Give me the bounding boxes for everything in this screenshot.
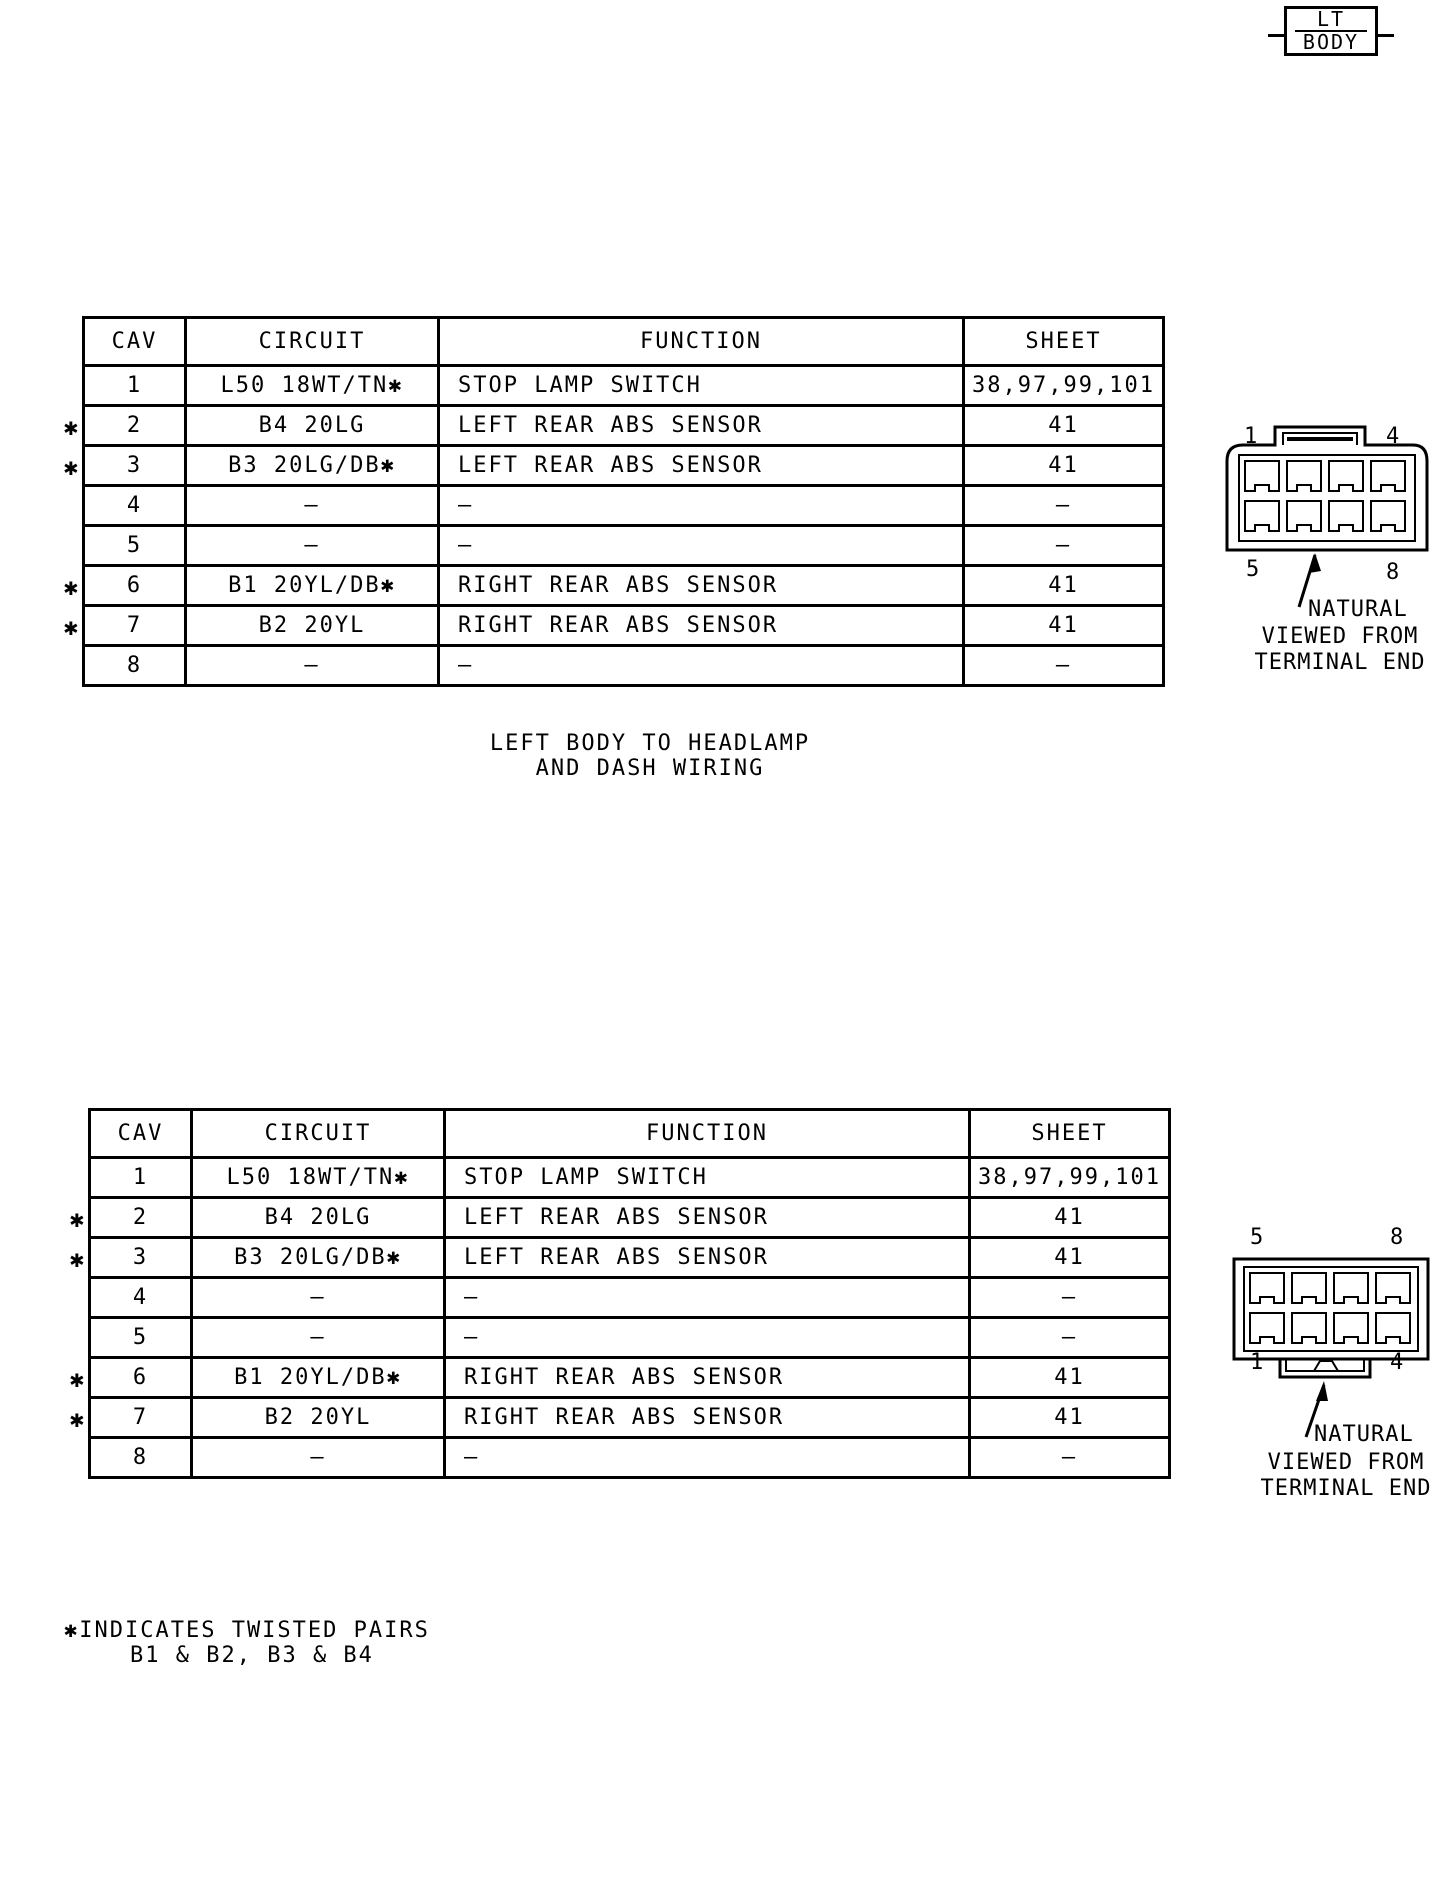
cell-sheet: 41 xyxy=(964,566,1164,606)
cav-value: 2 xyxy=(132,1205,149,1230)
cell-function: — xyxy=(439,486,964,526)
table-row xyxy=(90,1318,1170,1358)
cell-cav xyxy=(63,566,186,606)
cell-cav xyxy=(63,606,186,646)
cell-circuit: — xyxy=(192,1278,445,1318)
cell-sheet: 41 xyxy=(970,1398,1170,1438)
table-row xyxy=(84,526,1164,566)
cav-value: 3 xyxy=(126,453,143,478)
connector2-view-line1: VIEWED FROM xyxy=(1267,1450,1425,1475)
table-row xyxy=(90,1358,1170,1398)
cavity-shape xyxy=(1287,501,1321,531)
caption-line2: AND DASH WIRING xyxy=(535,756,765,781)
col-circuit: CIRCUIT xyxy=(186,318,439,366)
cell-circuit: B1 20YL/DB✱ xyxy=(186,566,439,606)
connector2-pin-tl: 5 xyxy=(1250,1225,1265,1250)
cav-value: 1 xyxy=(126,373,143,398)
cell-sheet: — xyxy=(964,526,1164,566)
cell-circuit: B3 20LG/DB✱ xyxy=(186,446,439,486)
twisted-pair-mark: ✱ xyxy=(63,613,81,641)
cell-sheet: 41 xyxy=(964,446,1164,486)
twisted-pair-mark: ✱ xyxy=(63,413,81,441)
tag-wire-right xyxy=(1378,34,1394,37)
cell-sheet: — xyxy=(964,486,1164,526)
col-function: FUNCTION xyxy=(439,318,964,366)
cav-value: 4 xyxy=(132,1285,149,1310)
cell-circuit: — xyxy=(186,526,439,566)
footnote-line1: ✱INDICATES TWISTED PAIRS xyxy=(64,1618,430,1643)
cell-sheet: 41 xyxy=(970,1198,1170,1238)
cavity-shape xyxy=(1292,1313,1326,1343)
col-sheet: SHEET xyxy=(970,1110,1170,1158)
table-row xyxy=(84,646,1164,686)
cell-cav xyxy=(90,1158,192,1198)
cavity-shape xyxy=(1376,1313,1410,1343)
cell-sheet: 38,97,99,101 xyxy=(970,1158,1170,1198)
cavity-shape xyxy=(1292,1273,1326,1303)
connector2-pin-br: 4 xyxy=(1390,1350,1405,1375)
tag-wire-left xyxy=(1268,34,1284,37)
table-row xyxy=(90,1398,1170,1438)
cell-function: LEFT REAR ABS SENSOR xyxy=(439,446,964,486)
connector1-view-line2: TERMINAL END xyxy=(1254,650,1426,675)
cell-circuit: — xyxy=(192,1318,445,1358)
cell-function: STOP LAMP SWITCH xyxy=(445,1158,970,1198)
connector2-pin-bl: 1 xyxy=(1250,1350,1265,1375)
cell-circuit: B2 20YL xyxy=(186,606,439,646)
cell-circuit: L50 18WT/TN✱ xyxy=(186,366,439,406)
cell-cav xyxy=(90,1438,192,1478)
twisted-pair-mark: ✱ xyxy=(69,1405,87,1433)
cell-function: LEFT REAR ABS SENSOR xyxy=(445,1238,970,1278)
table-row xyxy=(84,606,1164,646)
cav-value: 5 xyxy=(132,1325,149,1350)
cell-function: — xyxy=(445,1438,970,1478)
cav-value: 1 xyxy=(132,1165,149,1190)
cavity-shape xyxy=(1376,1273,1410,1303)
cell-sheet: — xyxy=(964,646,1164,686)
cell-circuit: B4 20LG xyxy=(192,1198,445,1238)
cell-cav xyxy=(84,486,186,526)
cavity-shape xyxy=(1371,501,1405,531)
cavity-shape xyxy=(1329,501,1363,531)
cav-value: 5 xyxy=(126,533,143,558)
connector2-view-line2: TERMINAL END xyxy=(1260,1476,1432,1501)
cavity-shape xyxy=(1329,461,1363,491)
cell-sheet: 41 xyxy=(970,1358,1170,1398)
table-row xyxy=(90,1238,1170,1278)
cell-function: RIGHT REAR ABS SENSOR xyxy=(439,566,964,606)
cell-function: RIGHT REAR ABS SENSOR xyxy=(439,606,964,646)
col-cav: CAV xyxy=(84,318,186,366)
cell-circuit: — xyxy=(186,646,439,686)
cell-circuit: B2 20YL xyxy=(192,1398,445,1438)
cell-circuit: — xyxy=(186,486,439,526)
table-row xyxy=(90,1198,1170,1238)
twisted-pair-mark: ✱ xyxy=(69,1205,87,1233)
cell-function: — xyxy=(445,1278,970,1318)
table-header-row xyxy=(84,318,1164,366)
footnote xyxy=(64,1618,430,1668)
connector1-color: NATURAL xyxy=(1308,597,1408,622)
cav-value: 6 xyxy=(132,1365,149,1390)
cell-sheet: — xyxy=(970,1278,1170,1318)
cell-cav xyxy=(63,406,186,446)
cell-function: — xyxy=(445,1318,970,1358)
cell-cav xyxy=(69,1358,192,1398)
cell-cav xyxy=(90,1318,192,1358)
cav-value: 6 xyxy=(126,573,143,598)
table-row xyxy=(90,1158,1170,1198)
footnote-line2: B1 & B2, B3 & B4 xyxy=(130,1643,374,1668)
cell-function: STOP LAMP SWITCH xyxy=(439,366,964,406)
connector1-pin-br: 8 xyxy=(1386,560,1401,585)
cell-sheet: 38,97,99,101 xyxy=(964,366,1164,406)
tag-line2: BODY xyxy=(1302,30,1360,54)
cell-sheet: 41 xyxy=(970,1238,1170,1278)
cell-cav xyxy=(63,446,186,486)
table-row xyxy=(84,486,1164,526)
cell-sheet: 41 xyxy=(964,606,1164,646)
cell-circuit: B3 20LG/DB✱ xyxy=(192,1238,445,1278)
connector1-view-line1: VIEWED FROM xyxy=(1261,624,1419,649)
twisted-pair-mark: ✱ xyxy=(69,1365,87,1393)
connector1-pin-bl: 5 xyxy=(1246,557,1261,582)
table-row xyxy=(90,1438,1170,1478)
cav-value: 8 xyxy=(132,1445,149,1470)
cell-circuit: B4 20LG xyxy=(186,406,439,446)
cell-circuit: B1 20YL/DB✱ xyxy=(192,1358,445,1398)
table-row xyxy=(84,366,1164,406)
cell-cav xyxy=(69,1398,192,1438)
cavity-shape xyxy=(1245,461,1279,491)
connector-table-1 xyxy=(63,316,1165,687)
cav-value: 4 xyxy=(126,493,143,518)
cell-cav xyxy=(69,1198,192,1238)
cavity-shape xyxy=(1250,1313,1284,1343)
cavity-shape xyxy=(1371,461,1405,491)
caption-line1: LEFT BODY TO HEADLAMP xyxy=(489,731,811,756)
table-header-row xyxy=(90,1110,1170,1158)
cell-function: LEFT REAR ABS SENSOR xyxy=(439,406,964,446)
cell-function: — xyxy=(439,646,964,686)
cell-function: LEFT REAR ABS SENSOR xyxy=(445,1198,970,1238)
cell-sheet: 41 xyxy=(964,406,1164,446)
table-row xyxy=(84,406,1164,446)
connector2-pin-tr: 8 xyxy=(1390,1225,1405,1250)
cell-circuit: — xyxy=(192,1438,445,1478)
cell-function: RIGHT REAR ABS SENSOR xyxy=(445,1358,970,1398)
cav-value: 3 xyxy=(132,1245,149,1270)
cavity-shape xyxy=(1334,1313,1368,1343)
cell-cav xyxy=(84,646,186,686)
cav-value: 7 xyxy=(132,1405,149,1430)
table-row xyxy=(84,566,1164,606)
connector-diagram-2 xyxy=(1220,1245,1440,1445)
table-row xyxy=(84,446,1164,486)
cavity-shape xyxy=(1250,1273,1284,1303)
col-circuit: CIRCUIT xyxy=(192,1110,445,1158)
cav-value: 2 xyxy=(126,413,143,438)
twisted-pair-mark: ✱ xyxy=(63,573,81,601)
cell-cav xyxy=(90,1278,192,1318)
table-row xyxy=(90,1278,1170,1318)
cell-cav xyxy=(84,366,186,406)
cell-sheet: — xyxy=(970,1318,1170,1358)
connector2-color: NATURAL xyxy=(1314,1422,1414,1447)
cell-cav xyxy=(84,526,186,566)
col-function: FUNCTION xyxy=(445,1110,970,1158)
cell-circuit: L50 18WT/TN✱ xyxy=(192,1158,445,1198)
cavity-shape xyxy=(1245,501,1279,531)
cav-value: 8 xyxy=(126,653,143,678)
twisted-pair-mark: ✱ xyxy=(63,453,81,481)
tag-line1: LT xyxy=(1295,9,1367,32)
cell-cav xyxy=(69,1238,192,1278)
connector1-pin-tr: 4 xyxy=(1386,424,1401,449)
cav-value: 7 xyxy=(126,613,143,638)
cell-sheet: — xyxy=(970,1438,1170,1478)
connector-table-2 xyxy=(69,1108,1171,1479)
cavity-shape xyxy=(1334,1273,1368,1303)
connector1-pin-tl: 1 xyxy=(1244,424,1259,449)
cell-function: RIGHT REAR ABS SENSOR xyxy=(445,1398,970,1438)
lt-body-tag xyxy=(1284,6,1378,56)
twisted-pair-mark: ✱ xyxy=(69,1245,87,1273)
col-cav: CAV xyxy=(90,1110,192,1158)
cavity-shape xyxy=(1287,461,1321,491)
col-sheet: SHEET xyxy=(964,318,1164,366)
table1-caption xyxy=(440,731,860,781)
cell-function: — xyxy=(439,526,964,566)
